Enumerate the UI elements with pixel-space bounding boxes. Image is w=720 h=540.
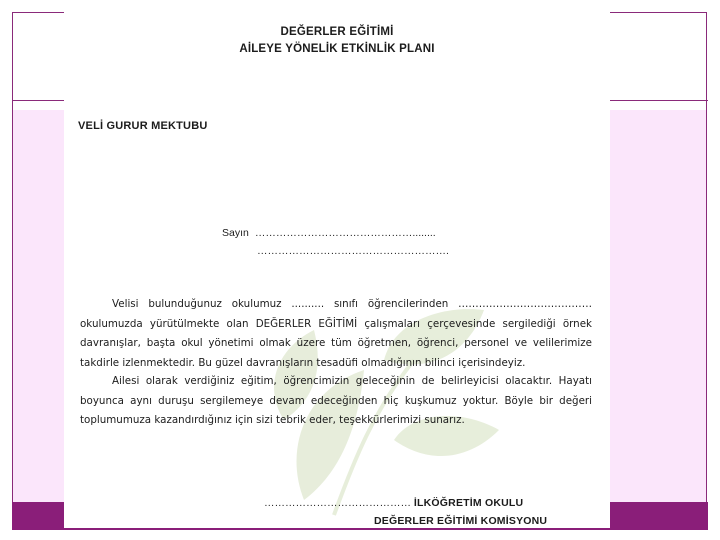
frame-right-line — [706, 12, 707, 512]
salutation-dots-line2: ………………………………………………. — [257, 245, 449, 257]
salutation-line — [222, 227, 436, 239]
letter-paragraph-1: Velisi bulunduğunuz okulumuz .......... sınıfı öğrencilerinden ………………………………… okulumuzda yürütülmekte olan DEĞERLER EĞİTİMİ çalışmaları çerçevesinde sergilediği örnek davranışlar, başta okul yönetimi olmak üzere tüm öğretmen, öğrenci, personel ve velilerimize takdirle izlenmektedir. Bu güzel davranışların tesadüfi olmadığının bilinci içerisindeyiz. — [80, 298, 592, 369]
letter-paragraph-2: Ailesi olarak verdiğiniz eğitim, öğrencimizin geleceğinin de belirleyicisi olacaktır. Hayatı boyunca aynı duruşu sergilemeye devam edeceğinden hiç kuşkumuz yoktur. Böyle bir değeri toplumumuza kazandırdığınız için sizi tebrik eder, teşekkürlerimizi sunarız. — [80, 375, 592, 426]
frame-top-left-line — [12, 12, 64, 13]
letter-document — [64, 0, 610, 528]
document-subtitle: AİLEYE YÖNELİK ETKİNLİK PLANI — [239, 43, 435, 55]
signature-committee: DEĞERLER EĞİTİMİ KOMİSYONU — [374, 515, 548, 527]
signature-school: İLKÖĞRETİM OKULU — [413, 497, 524, 509]
pink-panel-left — [13, 110, 64, 502]
frame-top-right-line — [610, 12, 706, 13]
signature-line-1 — [264, 497, 523, 509]
salutation-dots: ………………………………………........ — [254, 227, 436, 239]
document-title: DEĞERLER EĞİTİMİ — [280, 26, 394, 38]
salutation-text: Sayın — [222, 227, 249, 239]
signature-line-2 — [374, 515, 547, 527]
section-heading: VELİ GURUR MEKTUBU — [78, 120, 208, 132]
pink-panel-right — [610, 110, 706, 502]
signature-dots: …………………………………… — [264, 497, 411, 509]
